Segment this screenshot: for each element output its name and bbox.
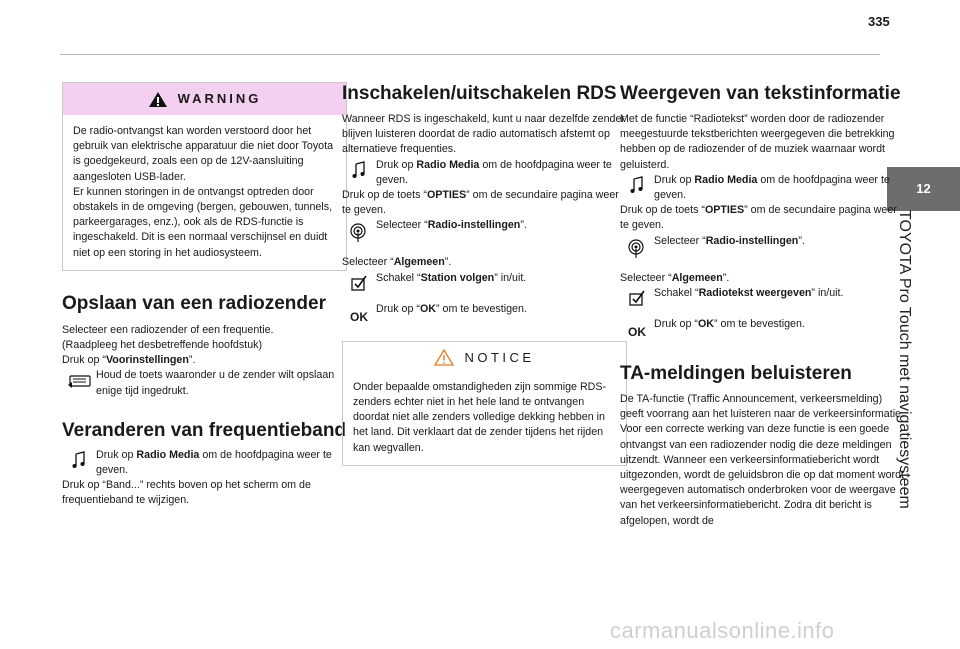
textinfo-p2: Druk op Radio Media om de hoofdpagina weer te geven. — [654, 173, 890, 202]
chapter-tab[interactable]: 12 — [887, 167, 960, 211]
save-step — [62, 368, 347, 398]
notice-icon — [434, 349, 454, 366]
textinfo-step-2 — [620, 234, 905, 259]
save-station-title: Opslaan van een radiozender — [62, 292, 326, 314]
textinfo-step-1 — [620, 173, 905, 203]
rds-p3: Druk op de toets “OPTIES” om de secundaire pagina weer te geven. — [342, 189, 619, 217]
save-p4: Houd de toets waaronder u de zender wilt opslaan enige tijd ingedrukt. — [96, 369, 335, 397]
textinfo-p7: Druk op “OK” om te bevestigen. — [654, 317, 805, 330]
ok-icon: OK — [628, 324, 646, 339]
textinfo-step-4 — [620, 317, 905, 340]
rds-p1: Wanneer RDS is ingeschakeld, kunt u naar dezelfde zender blijven luisteren doordat de radio automatisch afstemt op alternatieve frequenties. — [342, 113, 625, 156]
warning-box — [62, 82, 347, 271]
notice-box — [342, 341, 627, 466]
band-p1: Druk op Radio Media om de hoofdpagina weer te geven. — [96, 448, 332, 477]
watermark: carmanualsonline.info — [610, 618, 835, 643]
notice-heading: NOTICE — [464, 350, 535, 366]
rds-p2: Druk op Radio Media om de hoofdpagina weer te geven. — [376, 158, 612, 186]
toggle-checkbox-icon — [342, 271, 376, 292]
column-1 — [62, 82, 347, 509]
chapter-title: TOYOTA Pro Touch met navigatiesysteem — [896, 210, 913, 509]
save-p1: Selecteer een radiozender of een frequentie. — [62, 323, 274, 336]
column-3 — [620, 82, 905, 529]
warning-icon — [148, 91, 168, 108]
notice-header — [343, 342, 626, 374]
save-p3: Druk op “Voorinstellingen”. — [62, 354, 196, 367]
page-number: 335 — [868, 14, 890, 29]
rds-p5: Selecteer “Algemeen”. — [342, 256, 452, 269]
rds-p6: Schakel “Station volgen” in/uit. — [376, 271, 527, 284]
radio-settings-icon — [342, 218, 376, 243]
ta-title: TA-meldingen beluisteren — [620, 363, 852, 385]
music-note-icon — [342, 158, 376, 179]
music-note-icon — [62, 448, 96, 469]
band-p2: Druk op “Band...” rechts boven op het scherm om de frequentieband te wijzigen. — [62, 479, 311, 507]
rds-step-4 — [342, 302, 627, 325]
textinfo-p3: Druk op de toets “OPTIES” om de secundaire pagina weer te geven. — [620, 204, 897, 232]
ta-p1: De TA-functie (Traffic Announcement, verkeersmelding) geeft voorrang aan het luisteren naar de verkeersinformatie. Voor een correcte werking van deze functie is een goede ontvangst van een radiozender nodig die deze meldingen uitzendt. Wanneer een verkeersinformatiebericht wordt uitgezonden, wordt de geluidsbron die op dat moment wordt weergegeven automatisch onderbroken voor de weergave van het verkeersinformatiebericht. Zodra dit bericht is afgelopen, wordt de — [620, 393, 904, 527]
preset-hold-icon — [62, 368, 96, 391]
radio-settings-icon — [620, 234, 654, 259]
textinfo-p6: Schakel “Radiotekst weergeven” in/uit. — [654, 286, 844, 299]
rds-title: Inschakelen/uitschakelen RDS — [342, 83, 617, 104]
warning-text-1: De radio-ontvangst kan worden verstoord door het gebruik van elektrische apparatuur die niet door Toyota is goedgekeurd, zoals een op de 12V-aansluiting aangesloten USB-lader. — [73, 125, 334, 183]
band-step — [62, 448, 347, 478]
textinfo-step-3 — [620, 286, 905, 307]
textinfo-title: Weergeven van tekstinformatie — [620, 83, 901, 104]
textinfo-p1: Met de functie “Radiotekst” worden door de radiozender meegestuurde tekstberichten weergegeven die betrekking hebben op de radiozender of de muziek waarnaar wordt geluisterd. — [620, 113, 895, 171]
toggle-checkbox-icon — [620, 286, 654, 307]
ok-icon: OK — [350, 309, 368, 324]
rds-p4: Selecteer “Radio-instellingen”. — [376, 219, 527, 232]
warning-text-2: Er kunnen storingen in de ontvangst optreden door obstakels in de omgeving (bergen, gebouwen, tunnels, parkeergarages, enz.), ook als de RDS-functie is ingeschakeld. Dit is een normaal verschijnsel en duidt niet op een storing in het audiosysteem. — [73, 185, 333, 259]
textinfo-p5: Selecteer “Algemeen”. — [620, 271, 730, 284]
column-2 — [342, 82, 627, 466]
rds-p7: Druk op “OK” om te bevestigen. — [376, 302, 527, 315]
rds-step-3 — [342, 271, 627, 292]
rds-step-1 — [342, 158, 627, 188]
textinfo-p4: Selecteer “Radio-instellingen”. — [654, 234, 805, 247]
save-p2: (Raadpleeg het desbetreffende hoofdstuk) — [62, 339, 263, 352]
music-note-icon — [620, 173, 654, 194]
band-title: Veranderen van frequentieband — [62, 419, 347, 441]
rds-step-2 — [342, 218, 627, 243]
warning-header — [63, 83, 346, 115]
warning-heading: WARNING — [177, 91, 262, 107]
notice-text: Onder bepaalde omstandigheden zijn sommige RDS-zenders echter niet in het hele land te ontvangen doordat niet alle zenders volledige dekking hebben in het land. Dit verklaart dat de zender tijdens het rijden kan wegvallen. — [353, 380, 607, 454]
header-rule — [60, 54, 880, 55]
